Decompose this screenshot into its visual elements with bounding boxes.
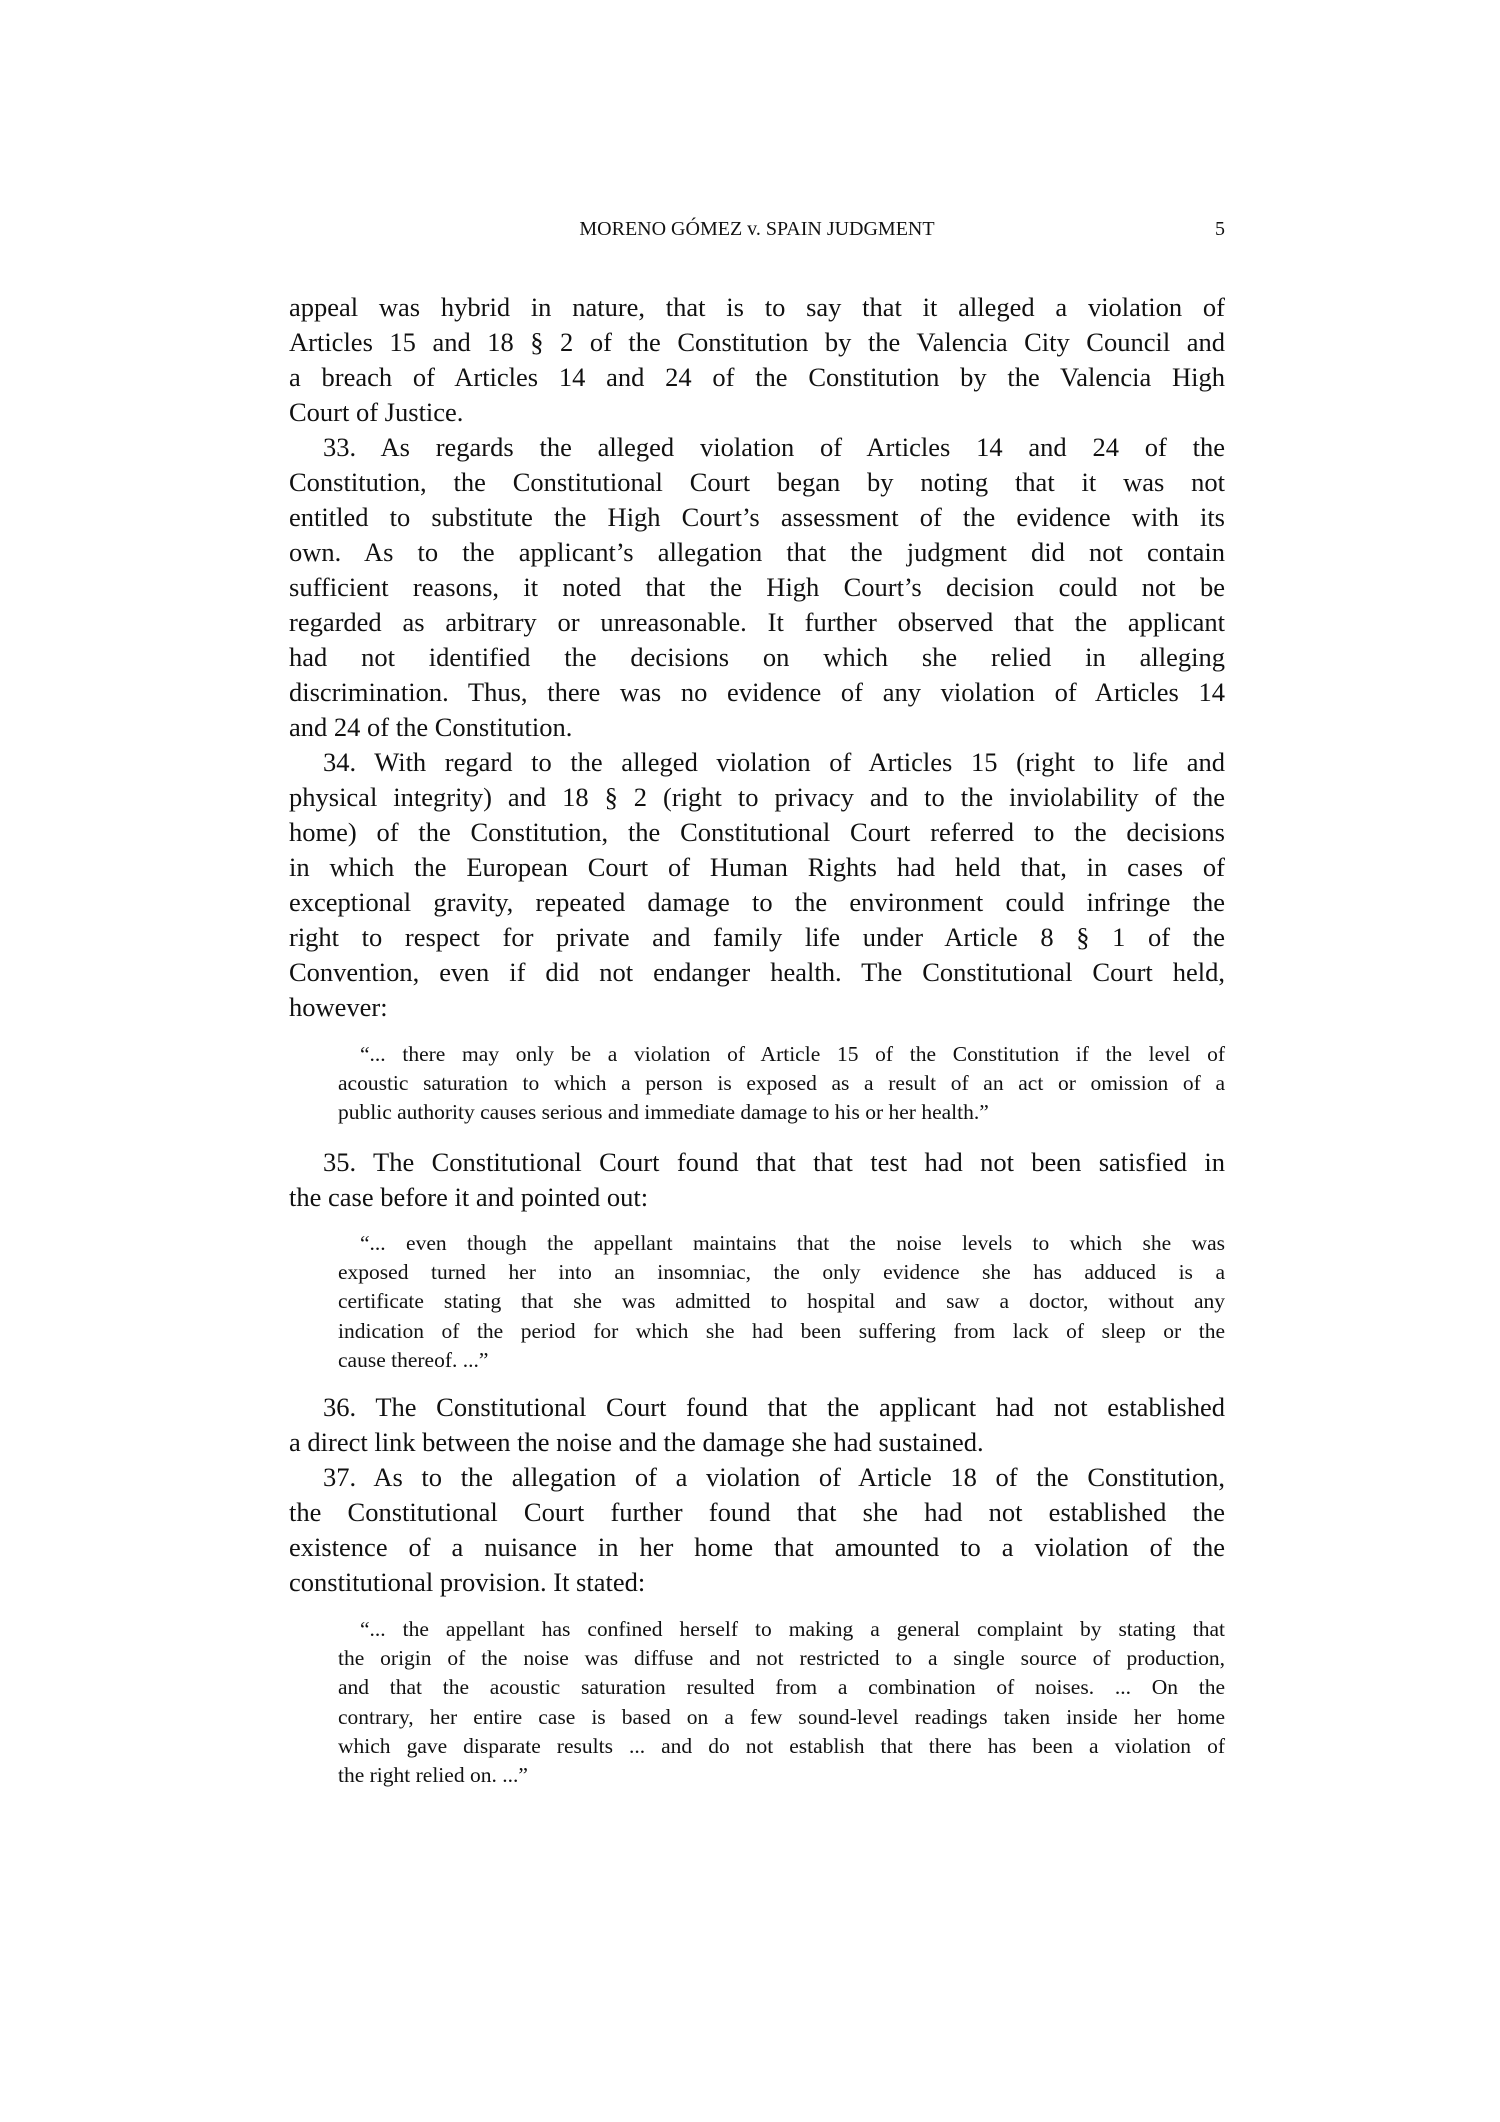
body-text: [289, 1390, 1225, 1600]
quote-paragraph: [338, 1229, 1225, 1375]
text-line: the case before it and pointed out:: [289, 1182, 649, 1212]
text-line: Constitution, the Constitutional Court began by noting that it was not: [289, 467, 1225, 497]
quote-paragraph: [338, 1040, 1225, 1128]
body-text: [289, 290, 1225, 1025]
paragraph: [289, 1460, 1225, 1600]
text-line: “... the appellant has confined herself to making a general complaint by stating that: [360, 1617, 1225, 1641]
text-line: and that the acoustic saturation resulted from a combination of noises. ... On the: [338, 1675, 1225, 1700]
text-line: exceptional gravity, repeated damage to the environment could infringe the: [289, 887, 1225, 917]
text-line: contrary, her entire case is based on a few sound-level readings taken inside her home: [338, 1704, 1225, 1729]
text-line: and 24 of the Constitution.: [289, 712, 573, 742]
block-quote: [338, 1615, 1225, 1790]
paragraph: [289, 290, 1225, 430]
text-line: home) of the Constitution, the Constitutional Court referred to the decisions: [289, 817, 1225, 847]
text-line: constitutional provision. It stated:: [289, 1567, 646, 1597]
text-line: appeal was hybrid in nature, that is to say that it alleged a violation of: [289, 292, 1225, 322]
paragraph: [289, 430, 1225, 745]
text-line: regarded as arbitrary or unreasonable. It further observed that the applicant: [289, 607, 1225, 637]
paragraph: [289, 745, 1225, 1025]
text-line: the origin of the noise was diffuse and not restricted to a single source of production,: [338, 1646, 1225, 1671]
text-line: the Constitutional Court further found that she had not established the: [289, 1497, 1225, 1527]
text-line: a direct link between the noise and the damage she had sustained.: [289, 1427, 984, 1457]
text-line: certificate stating that she was admitted to hospital and saw a doctor, without any: [338, 1289, 1225, 1314]
header-title: MORENO GÓMEZ v. SPAIN JUDGMENT: [579, 218, 935, 240]
text-line: in which the European Court of Human Rights had held that, in cases of: [289, 852, 1225, 882]
text-line: right to respect for private and family life under Article 8 § 1 of the: [289, 922, 1225, 952]
text-line: Convention, even if did not endanger health. The Constitutional Court held,: [289, 957, 1225, 987]
quote-paragraph: [338, 1615, 1225, 1790]
text-line: exposed turned her into an insomniac, the only evidence she has adduced is a: [338, 1260, 1225, 1285]
text-line: 36. The Constitutional Court found that the applicant had not established: [323, 1392, 1225, 1422]
body-text: [289, 1145, 1225, 1215]
text-line: had not identified the decisions on which she relied in alleging: [289, 642, 1225, 672]
text-line: discrimination. Thus, there was no evidence of any violation of Articles 14: [289, 677, 1225, 707]
block-quote: [338, 1040, 1225, 1128]
text-line: 37. As to the allegation of a violation of Article 18 of the Constitution,: [323, 1462, 1225, 1492]
text-line: cause thereof. ...”: [338, 1347, 489, 1372]
text-line: “... there may only be a violation of Article 15 of the Constitution if the level of: [360, 1042, 1225, 1066]
text-line: Court of Justice.: [289, 397, 464, 427]
text-line: acoustic saturation to which a person is exposed as a result of an act or omission of a: [338, 1071, 1225, 1096]
text-line: a breach of Articles 14 and 24 of the Constitution by the Valencia High: [289, 362, 1225, 392]
text-line: physical integrity) and 18 § 2 (right to privacy and to the inviolability of the: [289, 782, 1225, 812]
running-header: [289, 215, 1225, 243]
text-line: 33. As regards the alleged violation of Articles 14 and 24 of the: [323, 432, 1225, 462]
text-line: “... even though the appellant maintains that the noise levels to which she was: [360, 1231, 1225, 1255]
text-line: Articles 15 and 18 § 2 of the Constitution by the Valencia City Council and: [289, 327, 1225, 357]
text-line: the right relied on. ...”: [338, 1762, 528, 1787]
text-line: 35. The Constitutional Court found that that test had not been satisfied in: [323, 1147, 1225, 1177]
text-line: public authority causes serious and immediate damage to his or her health.”: [338, 1100, 989, 1125]
text-line: sufficient reasons, it noted that the High Court’s decision could not be: [289, 572, 1225, 602]
block-quote: [338, 1229, 1225, 1375]
text-line: indication of the period for which she had been suffering from lack of sleep or the: [338, 1318, 1225, 1343]
text-line: own. As to the applicant’s allegation that the judgment did not contain: [289, 537, 1225, 567]
text-line: 34. With regard to the alleged violation of Articles 15 (right to life and: [323, 747, 1225, 777]
text-line: existence of a nuisance in her home that amounted to a violation of the: [289, 1532, 1225, 1562]
text-line: entitled to substitute the High Court’s assessment of the evidence with its: [289, 502, 1225, 532]
paragraph: [289, 1145, 1225, 1215]
paragraph: [289, 1390, 1225, 1460]
text-line: which gave disparate results ... and do not establish that there has been a violation of: [338, 1733, 1225, 1758]
page-number: 5: [1215, 218, 1225, 240]
text-line: however:: [289, 992, 388, 1022]
